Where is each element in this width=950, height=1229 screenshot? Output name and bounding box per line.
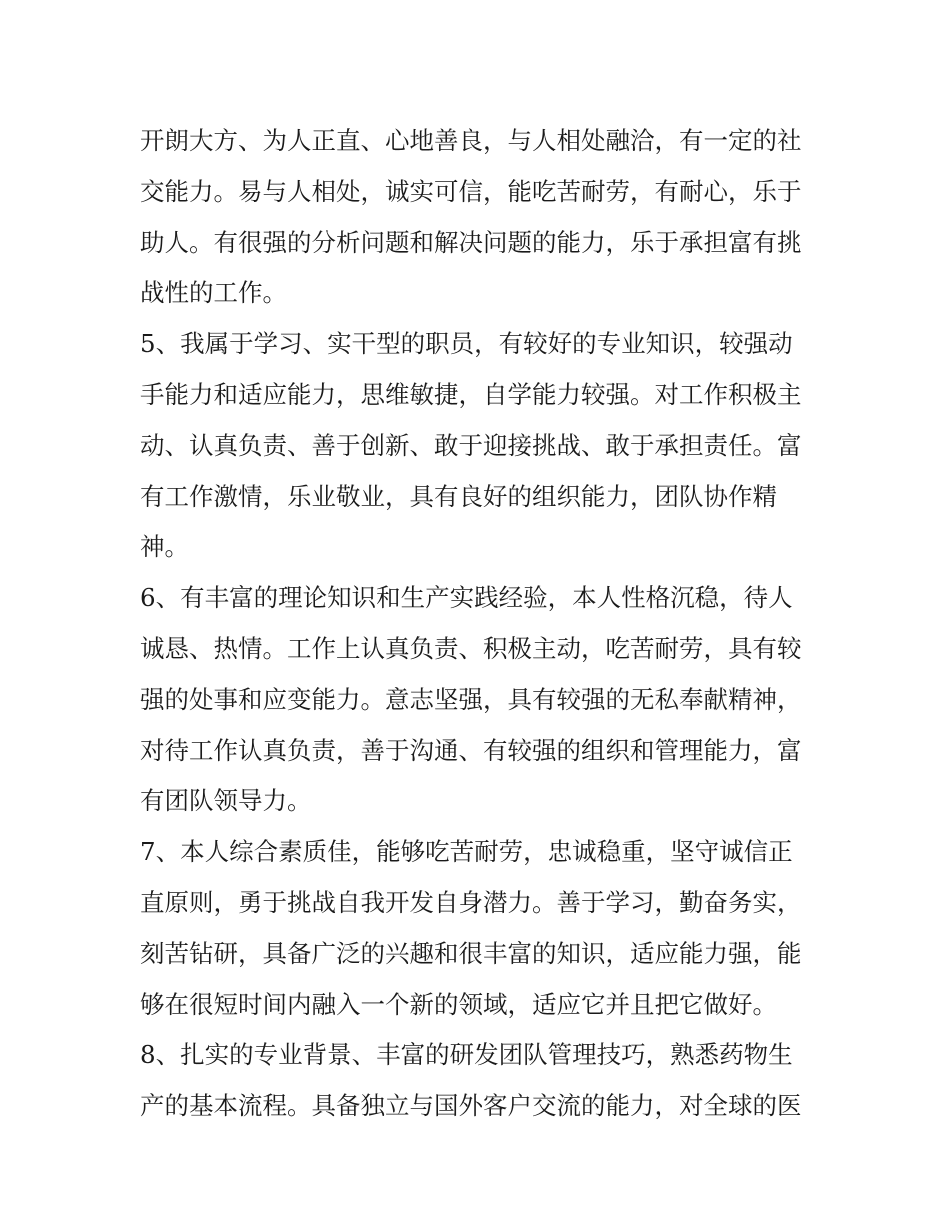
document-body bbox=[140, 116, 820, 1132]
text-line: 强的处事和应变能力。意志坚强，具有较强的无私奉献精神， bbox=[140, 684, 802, 714]
text-line: 5、我属于学习、实干型的职员，有较好的专业知识，较强动 bbox=[140, 329, 793, 359]
text-line: 诚恳、热情。工作上认真负责、积极主动，吃苦耐劳，具有较 bbox=[140, 633, 802, 663]
text-line: 开朗大方、为人正直、心地善良，与人相处融洽，有一定的社 bbox=[140, 126, 802, 155]
text-line: 助人。有很强的分析问题和解决问题的能力，乐于承担富有挑 bbox=[140, 227, 802, 257]
text-line: 够在很短时间内融入一个新的领域，适应它并且把它做好。 bbox=[140, 989, 777, 1019]
text-line: 动、认真负责、善于创新、敢于迎接挑战、敢于承担责任。富 bbox=[140, 430, 802, 460]
text-line: 手能力和适应能力，思维敏捷，自学能力较强。对工作积极主 bbox=[140, 379, 802, 409]
text-line: 对待工作认真负责，善于沟通、有较强的组织和管理能力，富 bbox=[140, 735, 802, 765]
text-line: 战性的工作。 bbox=[140, 278, 287, 308]
text-line: 8、扎实的专业背景、丰富的研发团队管理技巧，熟悉药物生 bbox=[140, 1040, 793, 1070]
text-line: 有工作激情，乐业敬业，具有良好的组织能力，团队协作精 bbox=[140, 481, 777, 511]
text-line: 刻苦钻研，具备广泛的兴趣和很丰富的知识，适应能力强，能 bbox=[140, 938, 802, 968]
text-line: 有团队领导力。 bbox=[140, 786, 312, 816]
text-line: 产的基本流程。具备独立与国外客户交流的能力，对全球的医 bbox=[140, 1091, 802, 1121]
text-line: 7、本人综合素质佳，能够吃苦耐劳，忠诚稳重，坚守诚信正 bbox=[140, 837, 793, 867]
text-line: 6、有丰富的理论知识和生产实践经验，本人性格沉稳，待人 bbox=[140, 583, 793, 613]
text-line: 神。 bbox=[140, 532, 189, 562]
text-line: 直原则，勇于挑战自我开发自身潜力。善于学习，勤奋务实， bbox=[140, 887, 802, 917]
text-line: 交能力。易与人相处，诚实可信，能吃苦耐劳，有耐心，乐于 bbox=[140, 176, 802, 206]
